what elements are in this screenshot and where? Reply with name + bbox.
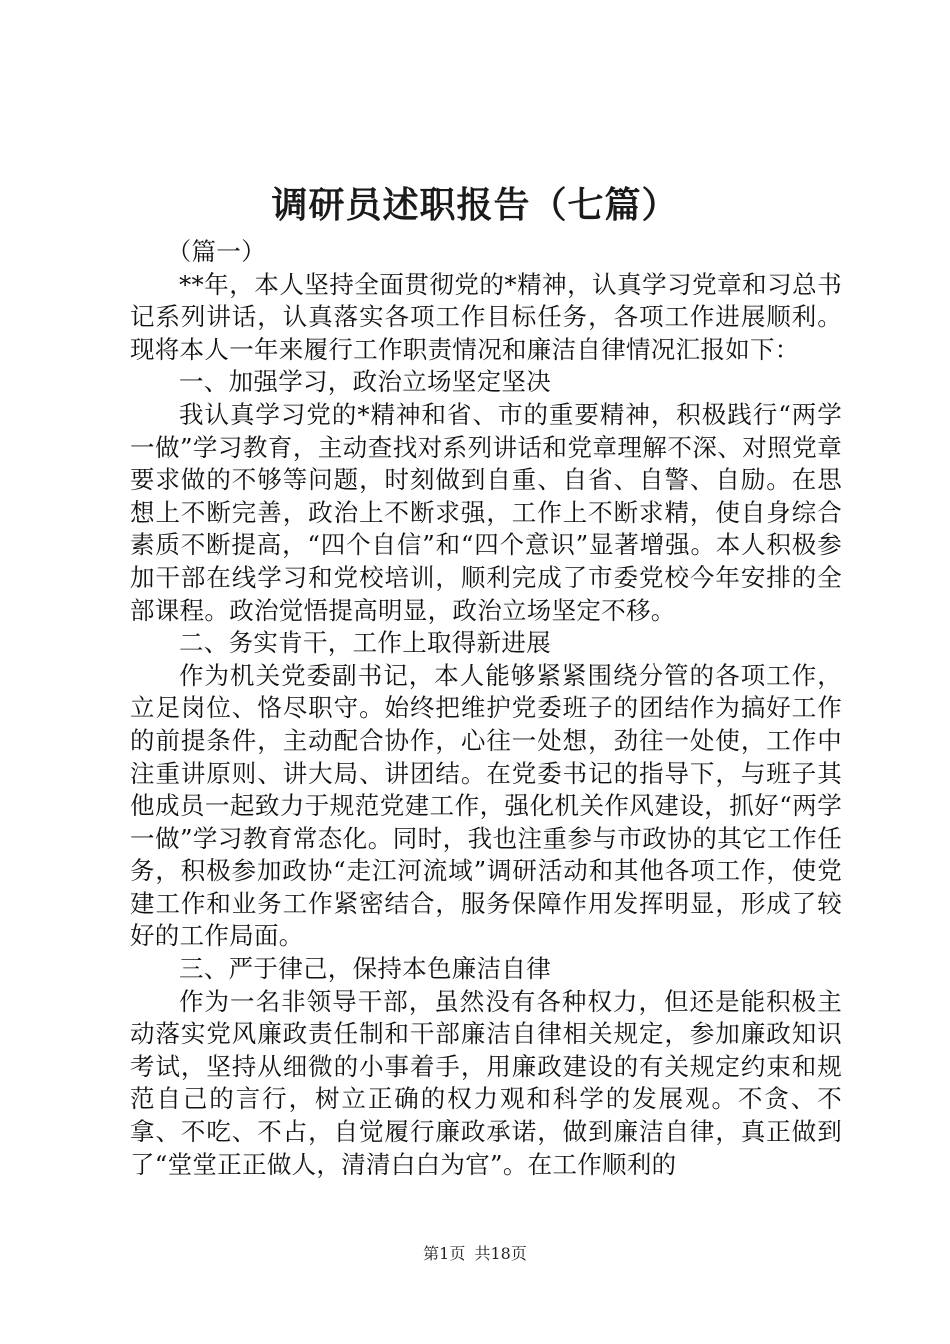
paragraph: 我认真学习党的*精神和省、市的重要精神，积极践行“两学一做”学习教育，主动查找对系列讲话和党章理解不深、对照党章要求做的不够等问题，时刻做到自重、自省、自警、自励。在思想上不断完善，政治上不断求强，工作上不断求精，使自身综合素质不断提高，“四个自信”和“四个意识”显著增强。本人积极参加干部在线学习和党校培训，顺利完成了市委党校今年安排的全部课程。政治觉悟提高明显，政治立场坚定不移。: [130, 399, 842, 625]
section-heading: 一、加强学习，政治立场坚定坚决: [179, 367, 551, 397]
page-number: 第1页: [423, 1244, 466, 1263]
section-heading: 二、务实肯干，工作上取得新进展: [179, 628, 551, 658]
document-title: 调研员述职报告（七篇）: [271, 185, 679, 226]
section-heading: 三、严于律己，保持本色廉洁自律: [179, 954, 551, 984]
paragraph: **年，本人坚持全面贯彻党的*精神，认真学习党章和习总书记系列讲话，认真落实各项工作目标任务，各项工作进展顺利。现将本人一年来履行工作职责情况和廉洁自律情况汇报如下：: [130, 269, 842, 364]
document-body: [130, 236, 842, 1181]
section-label: （篇一）: [166, 237, 266, 266]
paragraph: 作为一名非领导干部，虽然没有各种权力，但还是能积极主动落实党风廉政责任制和干部廉洁自律相关规定，参加廉政知识考试，坚持从细微的小事着手，用廉政建设的有关规定约束和规范自己的言行，树立正确的权力观和科学的发展观。不贪、不拿、不吃、不占，自觉履行廉政承诺，做到廉洁自律，真正做到了“堂堂正正做人，清清白白为官”。在工作顺利的: [130, 986, 842, 1179]
page-total: 共18页: [474, 1244, 527, 1263]
paragraph: 作为机关党委副书记，本人能够紧紧围绕分管的各项工作，立足岗位、恪尽职守。始终把维护党委班子的团结作为搞好工作的前提条件，主动配合协作，心往一处想，劲往一处使，工作中注重讲原则、讲大局、讲团结。在党委书记的指导下，与班子其他成员一起致力于规范党建工作，强化机关作风建设，抓好“两学一做”学习教育常态化。同时，我也注重参与市政协的其它工作任务，积极参加政协“走江河流域”调研活动和其他各项工作，使党建工作和业务工作紧密结合，服务保障作用发挥明显，形成了较好的工作局面。: [130, 660, 842, 951]
page-footer: [0, 1242, 950, 1266]
